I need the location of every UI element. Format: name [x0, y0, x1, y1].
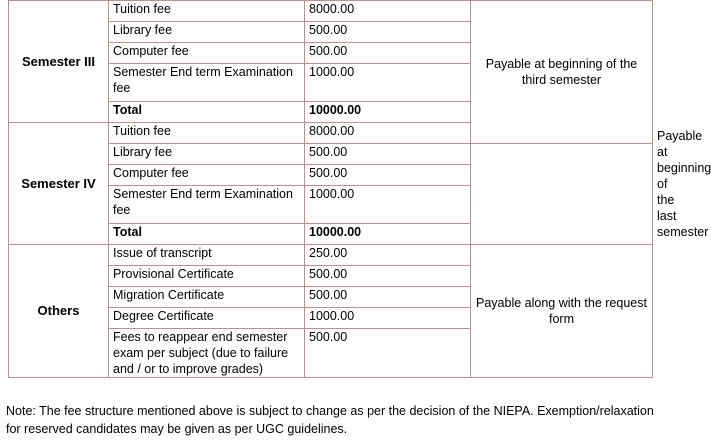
fee-item: Tuition fee: [109, 1, 305, 22]
fee-amount: 1000.00: [305, 308, 471, 329]
fee-amount: 500.00: [305, 266, 471, 287]
fee-amount: 500.00: [305, 329, 471, 378]
fee-item: Computer fee: [109, 165, 305, 186]
fee-amount: 8000.00: [305, 123, 471, 144]
table-row: [9, 245, 653, 266]
fee-item: Issue of transcript: [109, 245, 305, 266]
fee-item: Semester End term Examination fee: [109, 186, 305, 224]
payment-remark: Payable at beginning of the third semester: [471, 1, 653, 144]
fee-amount: 500.00: [305, 165, 471, 186]
fee-amount: 1000.00: [305, 64, 471, 102]
total-amount: 10000.00: [305, 102, 471, 123]
fee-structure-table: [8, 0, 711, 378]
fee-item: Tuition fee: [109, 123, 305, 144]
fee-amount: 500.00: [305, 144, 471, 165]
fee-item: Degree Certificate: [109, 308, 305, 329]
table-row: Semester IV Tuition fee 8000.00 Payable at beginning of the last semester: [9, 123, 653, 144]
fee-note: Note: The fee structure mentioned above is subject to change as per the decision of the NIEPA. Exemption/relaxation for reserved candidates may be given as per UGC guidelines.: [6, 404, 654, 436]
fee-amount: 500.00: [305, 22, 471, 43]
fee-item: Library fee: [109, 22, 305, 43]
total-label: Total: [109, 224, 305, 245]
total-label: Total: [109, 102, 305, 123]
fee-item: Computer fee: [109, 43, 305, 64]
section-label: Others: [9, 245, 109, 378]
table-row: [9, 1, 653, 22]
section-label: Semester III: [9, 1, 109, 123]
fee-amount: 8000.00: [305, 1, 471, 22]
payment-remark: Payable along with the request form: [471, 245, 653, 378]
fee-item: Library fee: [109, 144, 305, 165]
fee-amount: 500.00: [305, 287, 471, 308]
fee-item: Migration Certificate: [109, 287, 305, 308]
fee-item: Provisional Certificate: [109, 266, 305, 287]
section-label: Semester IV: [9, 123, 109, 245]
fee-amount: 1000.00: [305, 186, 471, 224]
fee-amount: 250.00: [305, 245, 471, 266]
fee-item: Fees to reappear end semester exam per subject (due to failure and / or to improve grades): [109, 329, 305, 378]
total-amount: 10000.00: [305, 224, 471, 245]
fee-item: Semester End term Examination fee: [109, 64, 305, 102]
fee-amount: 500.00: [305, 43, 471, 64]
